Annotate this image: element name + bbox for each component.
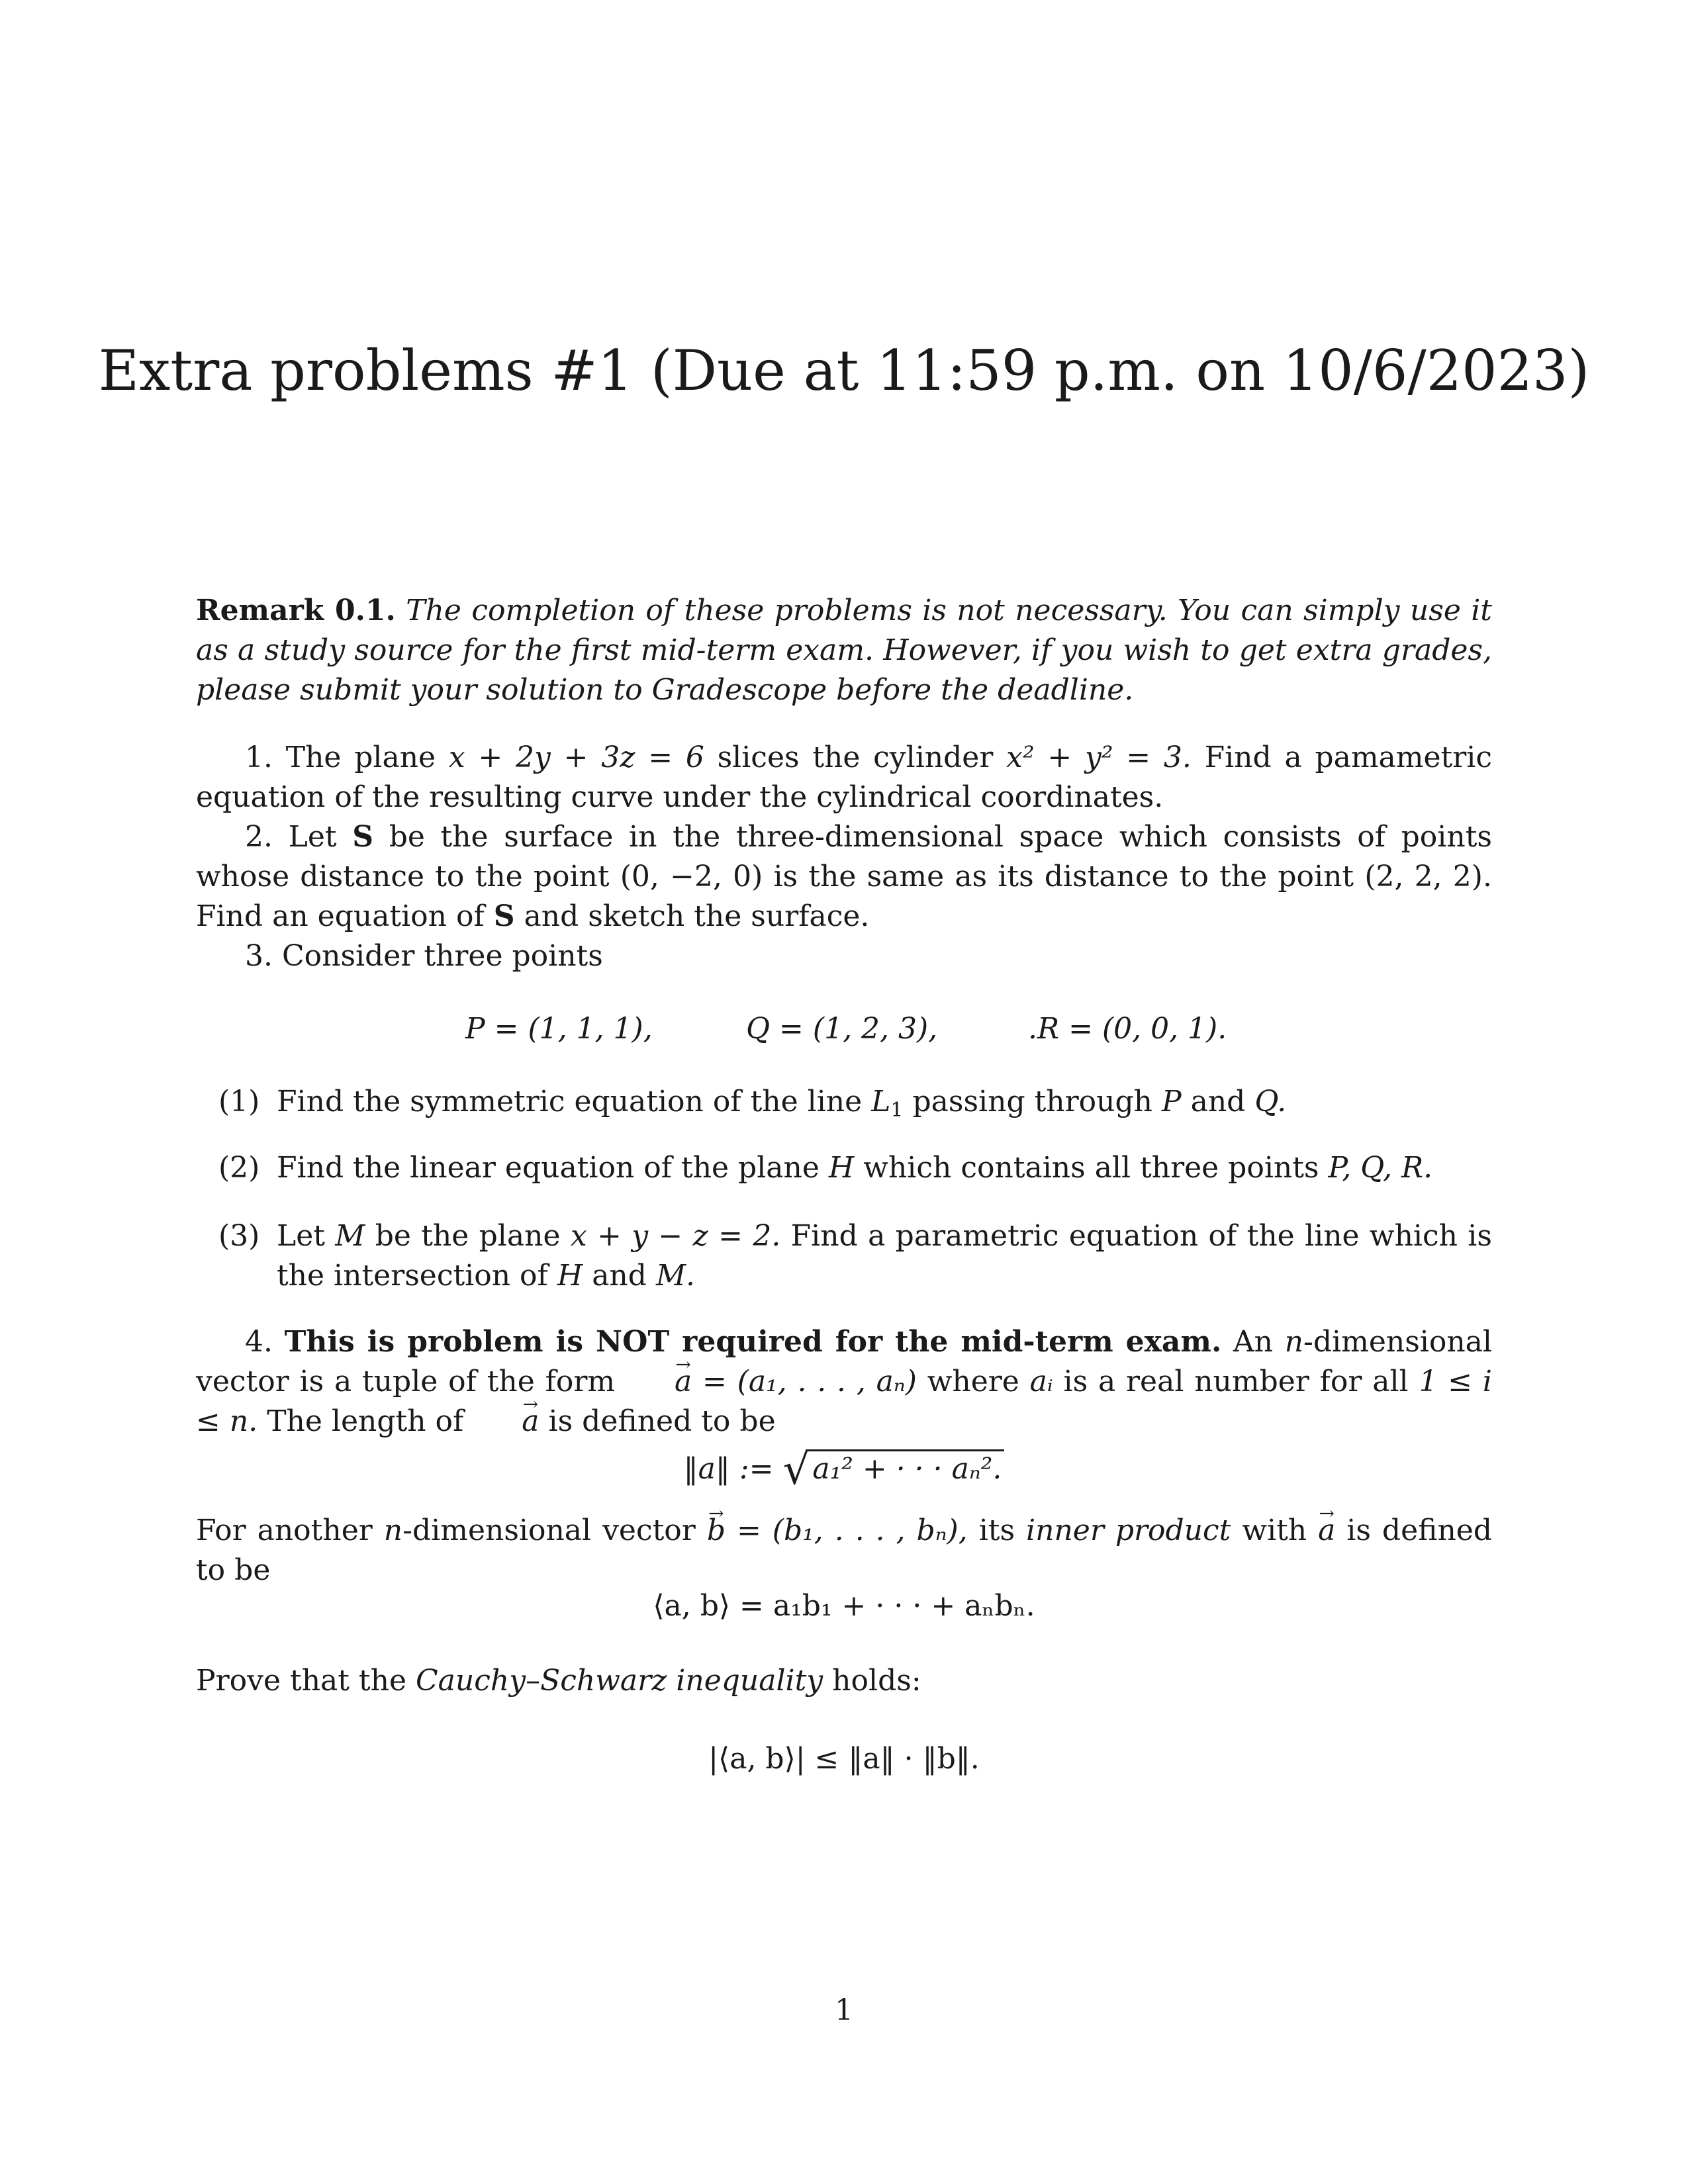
norm-lhs: ‖a‖ := — [683, 1452, 774, 1486]
problem-2 — [196, 817, 1492, 936]
point-q: Q = (1, 2, 3), — [746, 1012, 938, 1046]
subproblem-text: be the plane — [375, 1219, 561, 1253]
problem-1-text: slices the cylinder — [717, 741, 994, 774]
problem-4-text: The length of — [267, 1404, 464, 1438]
subproblem-number: (3) — [218, 1219, 260, 1253]
line-subscript: 1 — [890, 1099, 904, 1122]
problem-1-number: 1. — [245, 741, 273, 774]
point-symbol: Q. — [1254, 1085, 1287, 1118]
inner-product-definition: ⟨a, b⟩ = a₁b₁ + · · · + aₙbₙ. — [653, 1589, 1035, 1623]
vector-a: → a — [1318, 1511, 1335, 1551]
problem-2-text: is the same as its distance to the point — [773, 860, 1354, 893]
point-symbol: P — [1161, 1085, 1182, 1118]
problem-2-text: Let — [288, 820, 337, 854]
subproblem-text: and — [592, 1259, 647, 1293]
problem-4-text: its — [978, 1514, 1015, 1547]
problem-4 — [196, 1322, 1492, 1441]
remark-paragraph — [196, 591, 1492, 710]
subproblem-text: which contains all three points — [863, 1151, 1319, 1185]
problem-2-text: be the surface in the three-dimensional space which consists of points whose distance to the point — [196, 820, 1492, 893]
point-r: .R = (0, 0, 1). — [1028, 1012, 1227, 1046]
problem-3 — [196, 936, 1492, 976]
point-p: P = (1, 1, 1), — [465, 1012, 653, 1046]
problem-2-text: and sketch the surface. — [524, 899, 870, 933]
subproblem-text: Let — [277, 1219, 325, 1253]
subproblem-text: Find the linear equation of the plane — [277, 1151, 820, 1185]
norm-rhs: a₁² + · · · aₙ². — [810, 1449, 1004, 1487]
plane-symbol: H — [557, 1259, 583, 1293]
subproblem-text: Find the symmetric equation of the line — [277, 1085, 863, 1118]
points-list: P, Q, R. — [1328, 1151, 1433, 1185]
subproblem-text: and — [1190, 1085, 1246, 1118]
problem-4-text: An — [1233, 1325, 1274, 1359]
point-a: (0, −2, 0) — [620, 860, 763, 893]
vector-b-components: = (b₁, . . . , bₙ), — [736, 1514, 968, 1547]
remark-label: Remark 0.1. — [196, 594, 396, 627]
sqrt-icon: √ — [782, 1445, 810, 1494]
subproblem-number: (2) — [218, 1151, 260, 1185]
problem-4-text: is a real number for all — [1063, 1365, 1409, 1398]
problem-4-note: This is problem is NOT required for the mid-term exam. — [284, 1325, 1222, 1359]
subproblem-number: (1) — [218, 1085, 260, 1118]
problem-2-number: 2. — [245, 820, 273, 854]
problem-1 — [196, 738, 1492, 817]
subproblem-2 — [218, 1148, 1492, 1188]
norm-definition — [196, 1445, 1492, 1494]
vector-a-components: = (a₁, . . . , aₙ) — [702, 1365, 917, 1398]
problem-4-text: Prove that the — [196, 1664, 406, 1698]
remark-text: The completion of these problems is not necessary. You can simply use it as a study source for the first mid-term exam. However, if you wish to get extra grades, please submit your solution to Gradescope before the deadline. — [196, 594, 1492, 707]
problem-1-text: Find a pamametric equation of the resulting curve under the cylindrical coordinates. — [196, 741, 1492, 814]
inner-product-intro — [196, 1511, 1492, 1590]
vector-a: → a — [626, 1362, 692, 1402]
problem-4-text: -dimensional vector — [402, 1514, 696, 1547]
subproblem-1 — [218, 1082, 1492, 1130]
plane-symbol: H — [828, 1151, 855, 1185]
problem-4-text: is defined to be — [548, 1404, 776, 1438]
problem-4-text: where — [927, 1365, 1019, 1398]
subproblem-3 — [218, 1216, 1492, 1296]
problem-4-text: holds: — [832, 1664, 921, 1698]
point-b: (2, 2, 2). — [1364, 860, 1492, 893]
index-range: 1 ≤ i ≤ n. — [196, 1365, 1492, 1438]
surface-symbol: S — [352, 820, 374, 854]
subproblem-text: passing through — [912, 1085, 1152, 1118]
component-symbol: aᵢ — [1029, 1365, 1053, 1398]
dimension-symbol: n — [383, 1514, 403, 1547]
cauchy-schwarz-term: Cauchy–Schwarz inequality — [416, 1664, 823, 1698]
inner-product-term: inner product — [1026, 1514, 1231, 1547]
vector-a: → a — [473, 1402, 539, 1441]
cylinder-equation: x² + y² = 3. — [1006, 741, 1192, 774]
points-row — [0, 1009, 1688, 1049]
problem-1-text: The plane — [285, 741, 436, 774]
problem-4-text: -dimensional vector is a tuple of the form — [196, 1325, 1492, 1398]
subproblem-text: Find a parametric equation of the line which is the intersection of — [277, 1219, 1492, 1293]
problem-2-text: Find an equation of — [196, 899, 485, 933]
problem-4-text: is defined to be — [196, 1514, 1493, 1587]
line-symbol: L — [871, 1085, 891, 1118]
vector-b: → b — [707, 1511, 726, 1551]
problem-3-number: 3. — [245, 939, 273, 973]
page-title: Extra problems #1 (Due at 11:59 p.m. on 10/6/2023) — [98, 338, 1590, 403]
plane-equation: x + 2y + 3z = 6 — [448, 741, 704, 774]
plane-symbol: M. — [655, 1259, 695, 1293]
page-number: 1 — [835, 1993, 853, 2027]
problem-3-intro: Consider three points — [281, 939, 603, 973]
problem-4-text: For another — [196, 1514, 373, 1547]
problem-4-text: with — [1242, 1514, 1307, 1547]
plane-equation: x + y − z = 2. — [570, 1219, 781, 1253]
cauchy-schwarz-inequality: |⟨a, b⟩| ≤ ‖a‖ · ‖b‖. — [708, 1742, 980, 1776]
plane-symbol: M — [335, 1219, 365, 1253]
surface-symbol: S — [493, 899, 515, 933]
dimension-symbol: n — [1284, 1325, 1303, 1359]
cauchy-schwarz-intro — [196, 1661, 1492, 1701]
problem-4-number: 4. — [245, 1325, 273, 1359]
